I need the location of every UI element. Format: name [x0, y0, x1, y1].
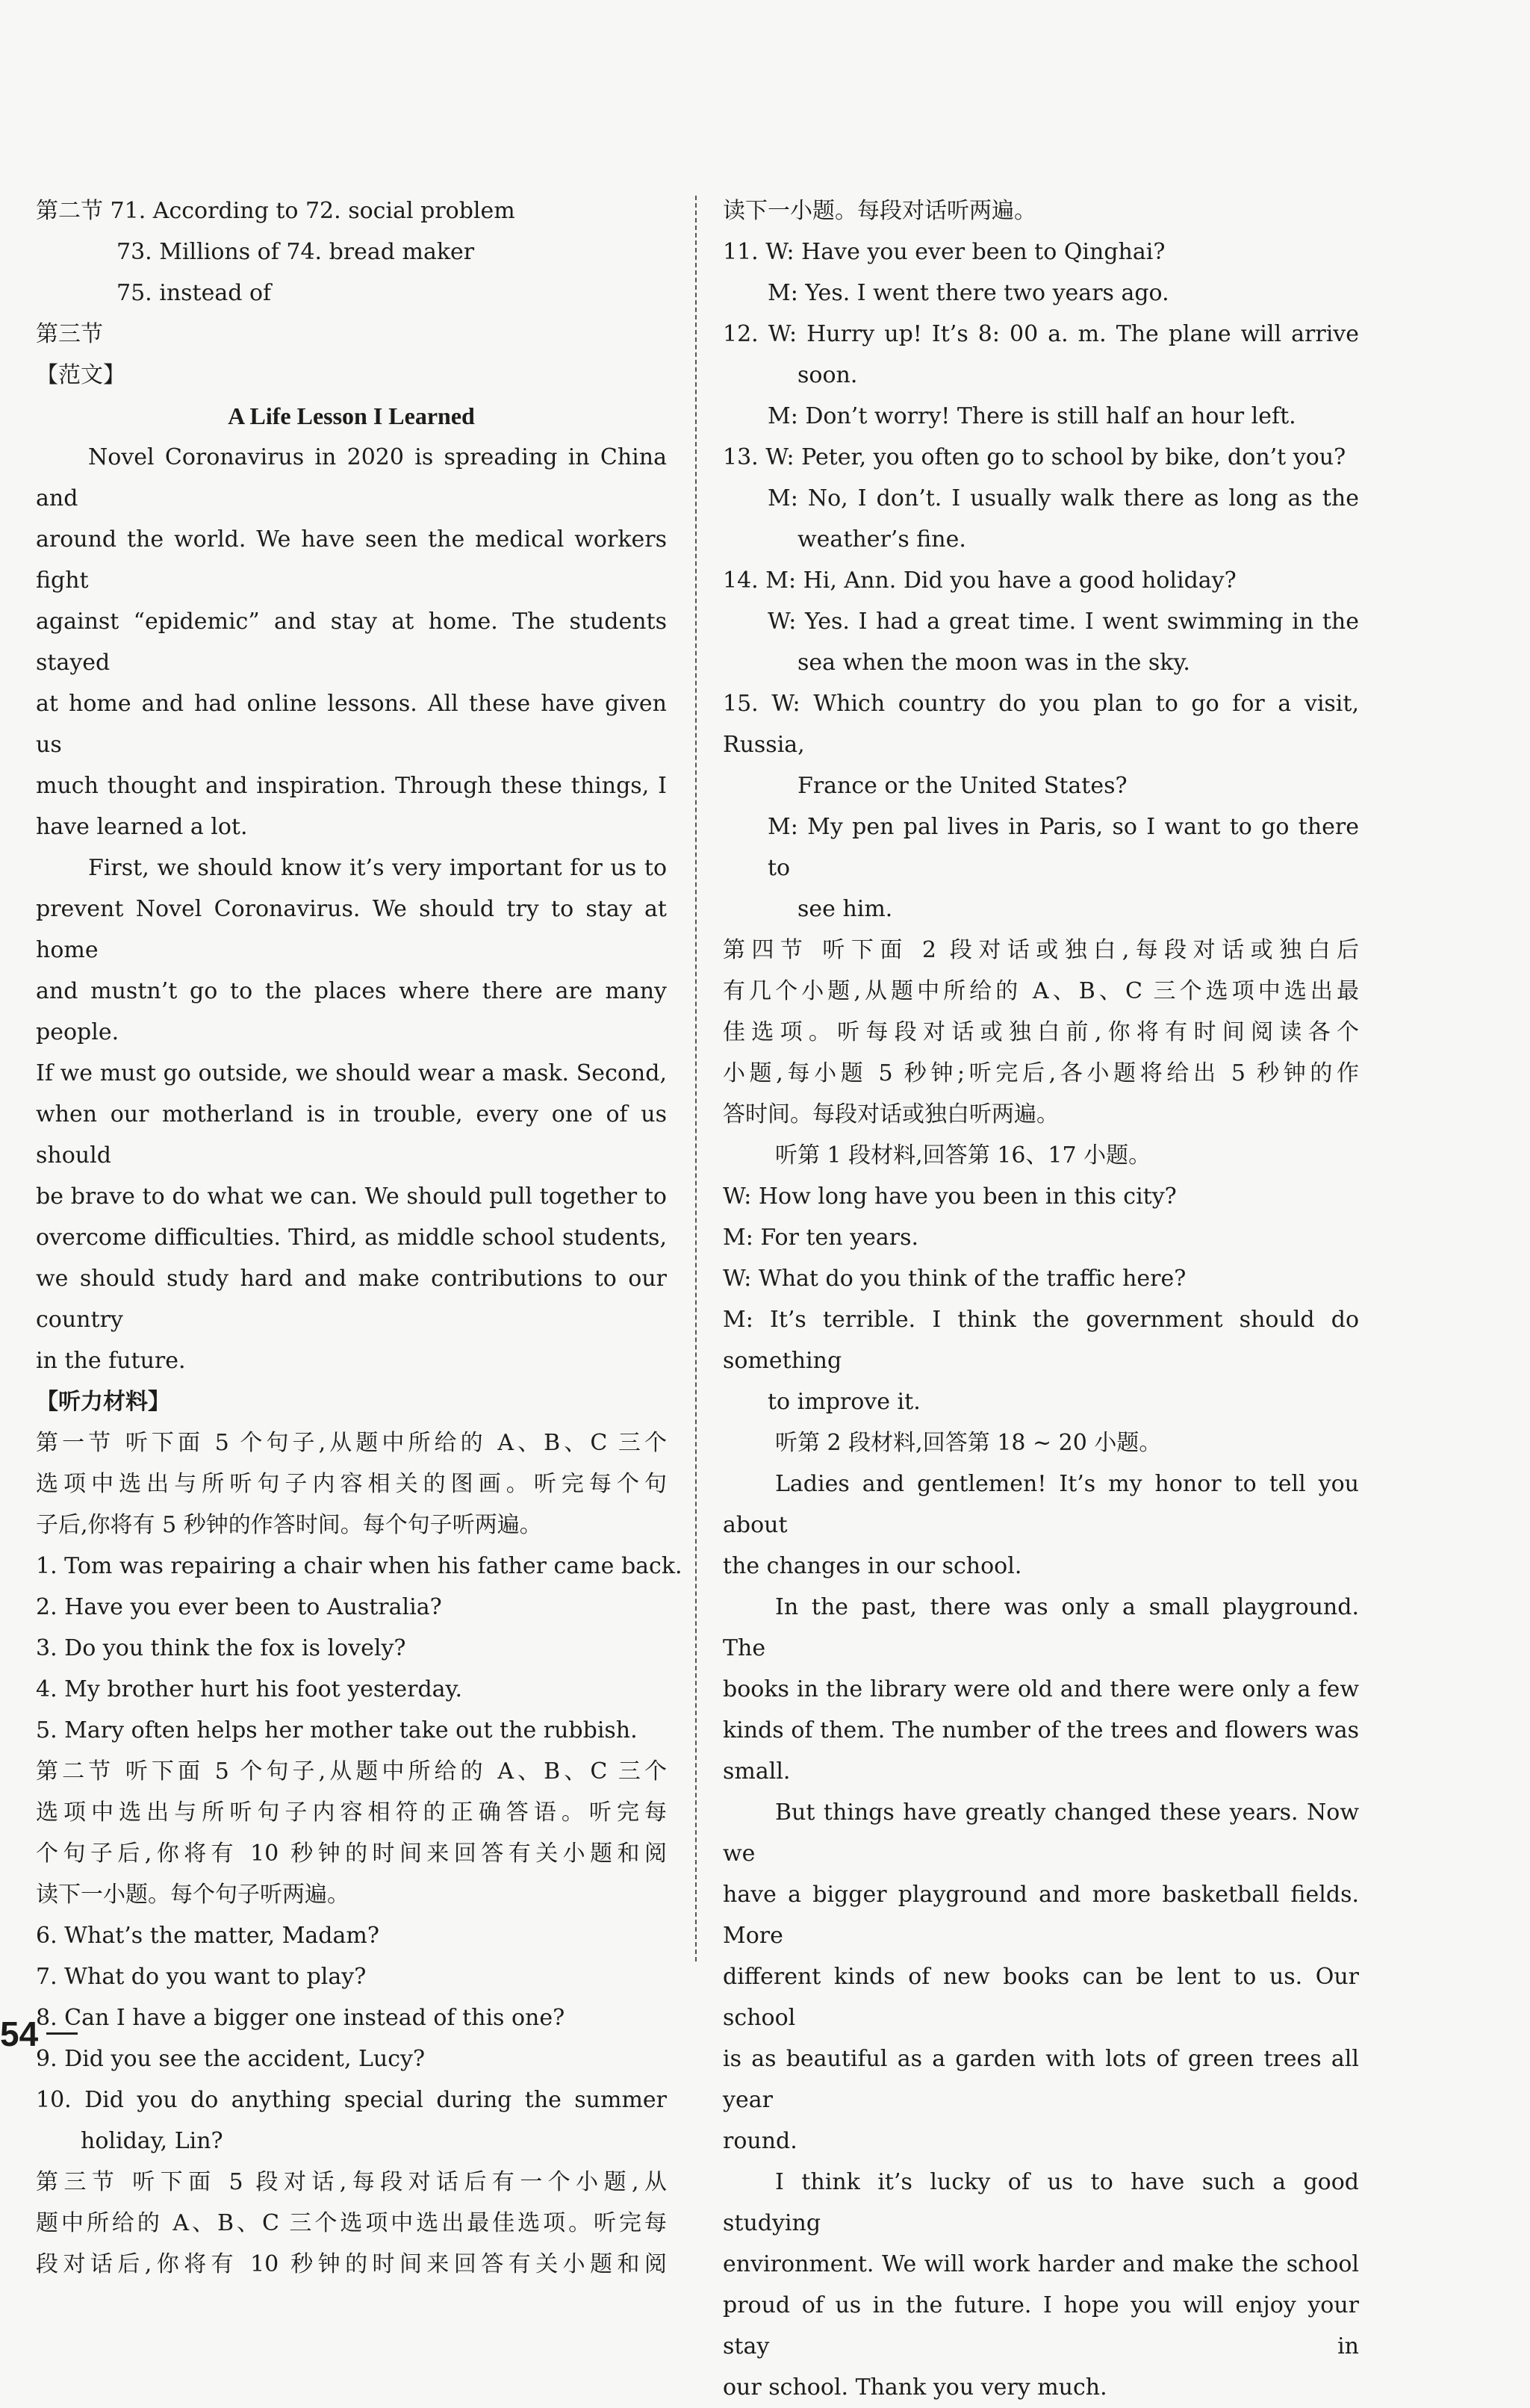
right-line: 小题,每小题 5 秒钟;听完后,各小题将给出 5 秒钟的作: [723, 1060, 1359, 1086]
left-line: 第二节 71. According to 72. social problem: [36, 198, 515, 224]
left-line: 1. Tom was repairing a chair when his father came back.: [36, 1553, 682, 1579]
left-line: 【范文】: [36, 362, 125, 388]
right-line: to improve it.: [768, 1389, 921, 1415]
left-line: holiday, Lin?: [81, 2128, 223, 2154]
left-line: be brave to do what we can. We should pull together to: [36, 1183, 667, 1210]
right-line: 有几个小题,从题中所给的 A、B、C 三个选项中选出最: [723, 978, 1359, 1004]
right-line: proud of us in the future. I hope you will enjoy your stay in: [723, 2292, 1359, 2359]
right-line: 听第 2 段材料,回答第 18 ~ 20 小题。: [775, 1430, 1162, 1456]
left-line: 6. What’s the matter, Madam?: [36, 1923, 379, 1949]
left-line: 8. Can I have a bigger one instead of this one?: [36, 2005, 565, 2031]
left-line: prevent Novel Coronavirus. We should try to stay at home: [36, 896, 667, 963]
left-line: 73. Millions of 74. bread maker: [116, 239, 475, 265]
right-line: France or the United States?: [797, 773, 1128, 799]
right-line: our school. Thank you very much.: [723, 2374, 1107, 2401]
left-line: 7. What do you want to play?: [36, 1964, 367, 1990]
right-line: 佳选项。听每段对话或独白前,你将有时间阅读各个: [723, 1019, 1359, 1045]
left-line: 读下一小题。每个句子听两遍。: [36, 1882, 349, 1908]
right-line: have a bigger playground and more basketball fields. More: [723, 1882, 1359, 1949]
left-line: 第三节 听下面 5 段对话,每段对话后有一个小题,从: [36, 2169, 667, 2195]
right-line: M: Don’t worry! There is still half an hour left.: [768, 403, 1296, 429]
right-line: environment. We will work harder and make the school: [723, 2251, 1359, 2277]
right-line: 12. W: Hurry up! It’s 8: 00 a. m. The plane will arrive: [723, 321, 1359, 347]
left-line: First, we should know it’s very important for us to: [88, 855, 667, 881]
left-line: 【听力材料】: [36, 1389, 170, 1415]
right-line: 15. W: Which country do you plan to go for a visit, Russia,: [723, 691, 1359, 758]
left-line: overcome difficulties. Third, as middle school students,: [36, 1225, 667, 1251]
right-line: round.: [723, 2128, 797, 2154]
right-line: 听第 1 段材料,回答第 16、17 小题。: [775, 1142, 1151, 1169]
left-line: 9. Did you see the accident, Lucy?: [36, 2046, 426, 2072]
right-line: W: How long have you been in this city?: [723, 1183, 1177, 1210]
left-line: 子后,你将有 5 秒钟的作答时间。每个句子听两遍。: [36, 1512, 542, 1538]
left-line: Novel Coronavirus in 2020 is spreading in China and: [36, 444, 667, 511]
left-line: A Life Lesson I Learned: [228, 402, 475, 429]
column-divider: [695, 196, 697, 1961]
left-line: 第三节: [36, 321, 103, 347]
right-line: I think it’s lucky of us to have such a good studying: [723, 2169, 1359, 2236]
right-line: books in the library were old and there were only a few: [723, 1676, 1359, 1702]
left-line: when our motherland is in trouble, every one of us should: [36, 1101, 667, 1169]
left-line: 2. Have you ever been to Australia?: [36, 1594, 442, 1620]
right-line: M: It’s terrible. I think the government should do something: [723, 1307, 1359, 1374]
right-line: weather’s fine.: [797, 526, 966, 553]
left-line: 10. Did you do anything special during the summer: [36, 2087, 667, 2113]
left-line: and mustn’t go to the places where there are many people.: [36, 978, 667, 1045]
page-number-dash: [46, 2032, 78, 2035]
right-line: sea when the moon was in the sky.: [797, 650, 1190, 676]
right-column: [723, 190, 1359, 2408]
left-line: 题中所给的 A、B、C 三个选项中选出最佳选项。听完每: [36, 2210, 667, 2236]
right-line: different kinds of new books can be lent to us. Our school: [723, 1964, 1359, 2031]
right-line: is as beautiful as a garden with lots of green trees all year: [723, 2046, 1359, 2113]
left-line: 个句子后,你将有 10 秒钟的时间来回答有关小题和阅: [36, 1841, 667, 1867]
right-line: 答时间。每段对话或独白听两遍。: [723, 1101, 1059, 1127]
right-line: small.: [723, 1758, 791, 1785]
left-line: 第一节 听下面 5 个句子,从题中所给的 A、B、C 三个: [36, 1430, 667, 1456]
left-line: at home and had online lessons. All these have given us: [36, 691, 667, 758]
right-line: 11. W: Have you ever been to Qinghai?: [723, 239, 1166, 265]
right-line: M: For ten years.: [723, 1225, 919, 1251]
right-line: 读下一小题。每段对话听两遍。: [723, 198, 1036, 224]
left-line: 3. Do you think the fox is lovely?: [36, 1635, 406, 1661]
left-line: have learned a lot.: [36, 814, 248, 840]
right-line: W: Yes. I had a great time. I went swimming in the: [768, 609, 1359, 635]
left-line: against “epidemic” and stay at home. The students stayed: [36, 609, 667, 676]
right-line: W: What do you think of the traffic here?: [723, 1266, 1187, 1292]
right-line: But things have greatly changed these years. Now we: [723, 1799, 1359, 1867]
right-line: see him.: [797, 896, 893, 922]
page-number: 54: [0, 2015, 39, 2053]
right-line: 14. M: Hi, Ann. Did you have a good holiday?: [723, 567, 1237, 594]
left-line: around the world. We have seen the medical workers fight: [36, 526, 667, 594]
left-line: 选项中选出与所听句子内容相关的图画。听完每个句: [36, 1471, 667, 1497]
right-line: M: Yes. I went there two years ago.: [768, 280, 1169, 306]
left-line: we should study hard and make contributions to our country: [36, 1266, 667, 1333]
right-line: kinds of them. The number of the trees and flowers was: [723, 1717, 1359, 1743]
right-line: In the past, there was only a small playground. The: [723, 1594, 1359, 1661]
left-line: much thought and inspiration. Through these things, I: [36, 773, 667, 799]
right-line: 第四节 听下面 2 段对话或独白,每段对话或独白后: [723, 937, 1359, 963]
left-line: 段对话后,你将有 10 秒钟的时间来回答有关小题和阅: [36, 2251, 667, 2277]
left-line: If we must go outside, we should wear a mask. Second,: [36, 1060, 667, 1086]
right-line: Ladies and gentlemen! It’s my honor to tell you about: [723, 1471, 1359, 1538]
left-column: [36, 190, 682, 2285]
left-line: 选项中选出与所听句子内容相符的正确答语。听完每: [36, 1799, 667, 1826]
left-line: 5. Mary often helps her mother take out the rubbish.: [36, 1717, 638, 1743]
left-line: 4. My brother hurt his foot yesterday.: [36, 1676, 463, 1702]
left-line: 第二节 听下面 5 个句子,从题中所给的 A、B、C 三个: [36, 1758, 667, 1785]
right-line: the changes in our school.: [723, 1553, 1022, 1579]
right-line: M: No, I don’t. I usually walk there as long as the: [768, 485, 1359, 511]
right-line: soon.: [797, 362, 858, 388]
right-line: 13. W: Peter, you often go to school by bike, don’t you?: [723, 444, 1346, 470]
left-line: 75. instead of: [116, 280, 272, 306]
left-line: in the future.: [36, 1348, 186, 1374]
right-line: M: My pen pal lives in Paris, so I want to go there to: [768, 814, 1359, 881]
